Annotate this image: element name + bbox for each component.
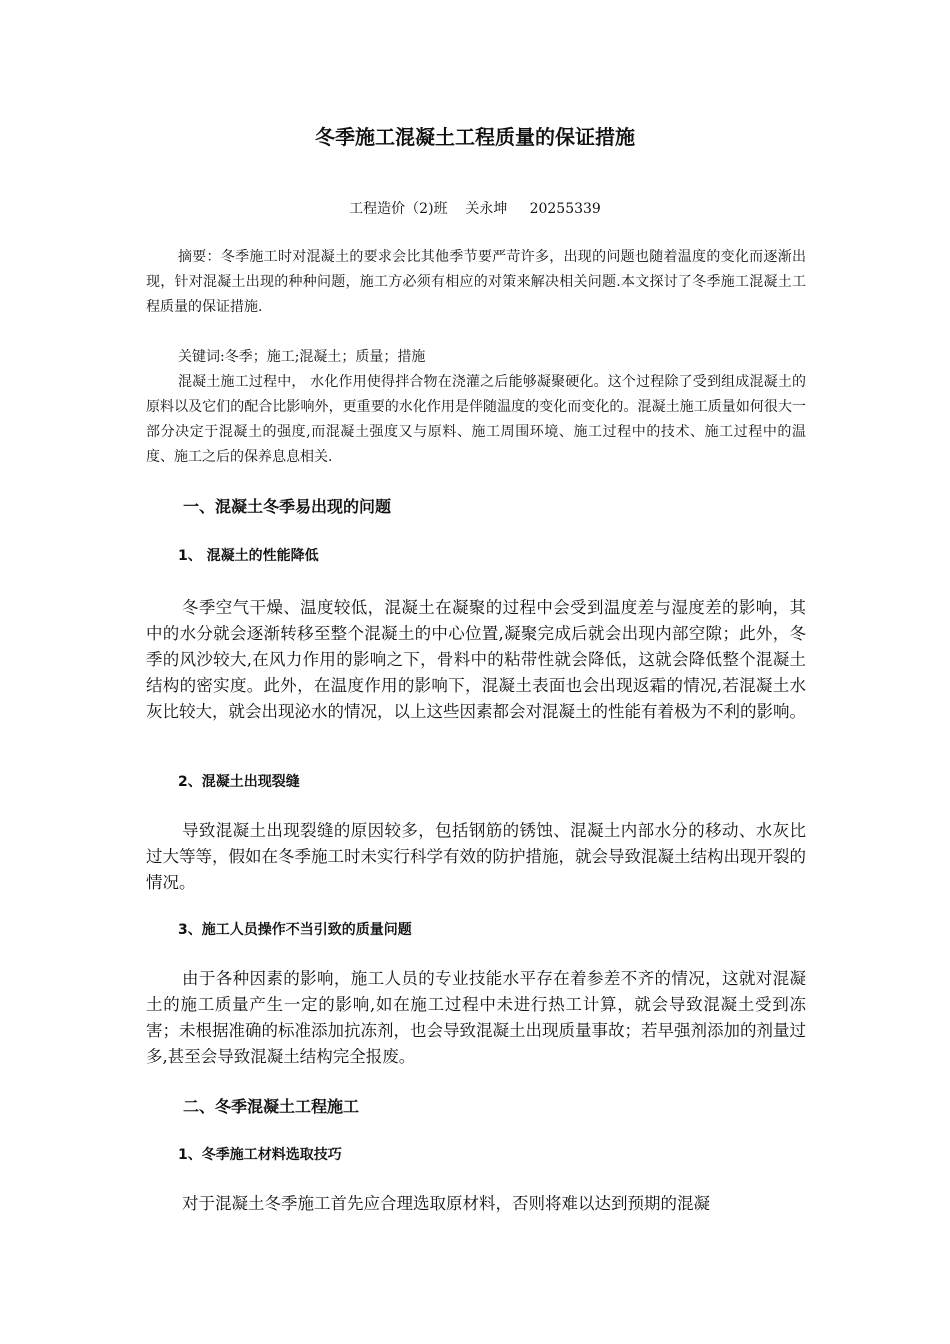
section-1-2-paragraph: 导致混凝土出现裂缝的原因较多，包括钢筋的锈蚀、混凝土内部水分的移动、水灰比过大等等，假如在冬季施工时未实行科学有效的防护措施，就会导致混凝土结构出现开裂的情况。 [146,821,806,892]
section-1-3-heading: 3、施工人员操作不当引致的质量问题 [178,922,412,938]
abstract-paragraph: 摘要：冬季施工时对混凝土的要求会比其他季节要严苛许多，出现的问题也随着温度的变化而逐渐出现，针对混凝土出现的种种问题，施工方必须有相应的对策来解决相关问题.本文探讨了冬季施工混凝土工程质量的保证措施. [146,249,806,315]
section-1-1-heading: 1、 混凝土的性能降低 [178,548,319,564]
section-2-heading: 二、冬季混凝土工程施工 [183,1097,360,1116]
section-2-1-heading: 1、冬季施工材料选取技巧 [178,1147,342,1163]
section-2-1-paragraph: 对于混凝土冬季施工首先应合理选取原材料，否则将难以达到预期的混凝 [182,1194,710,1213]
section-1-2-heading: 2、混凝土出现裂缝 [178,774,300,790]
section-1-1-paragraph: 冬季空气干燥、温度较低，混凝土在凝聚的过程中会受到温度差与湿度差的影响，其中的水分就会逐渐转移至整个混凝土的中心位置,凝聚完成后就会出现内部空隙；此外，冬季的风沙较大,在风力作用的影响之下，骨料中的粘带性就会降低，这就会降低整个混凝土结构的密实度。此外，在温度作用的影响下，混凝土表面也会出现返霜的情况,若混凝土水灰比较大，就会出现泌水的情况，以上这些因素都会对混凝土的性能有着极为不利的影响。 [146,598,806,721]
document-title: 冬季施工混凝土工程质量的保证措施 [315,125,635,149]
section-1-3-paragraph: 由于各种因素的影响，施工人员的专业技能水平存在着参差不齐的情况，这就对混凝土的施工质量产生一定的影响,如在施工过程中未进行热工计算，就会导致混凝土受到冻害；未根据准确的标准添加抗冻剂，也会导致混凝土出现质量事故；若早强剂添加的剂量过多,甚至会导致混凝土结构完全报废。 [146,969,806,1066]
intro-paragraph: 混凝土施工过程中， 水化作用使得拌合物在浇灌之后能够凝聚硬化。这个过程除了受到组成混凝土的原料以及它们的配合比影响外，更重要的水化作用是伴随温度的变化而变化的。混凝土施工质量如何很大一部分决定于混凝土的强度,而混凝土强度又与原料、施工周围环境、施工过程中的技术、施工过程中的温度、施工之后的保养息息相关. [146,374,806,465]
author-byline: 工程造价（2)班 关永坤 20255339 [349,201,601,217]
section-1-heading: 一、混凝土冬季易出现的问题 [183,497,392,516]
keywords-line: 关键词:冬季；施工;混凝土；质量；措施 [178,349,426,365]
